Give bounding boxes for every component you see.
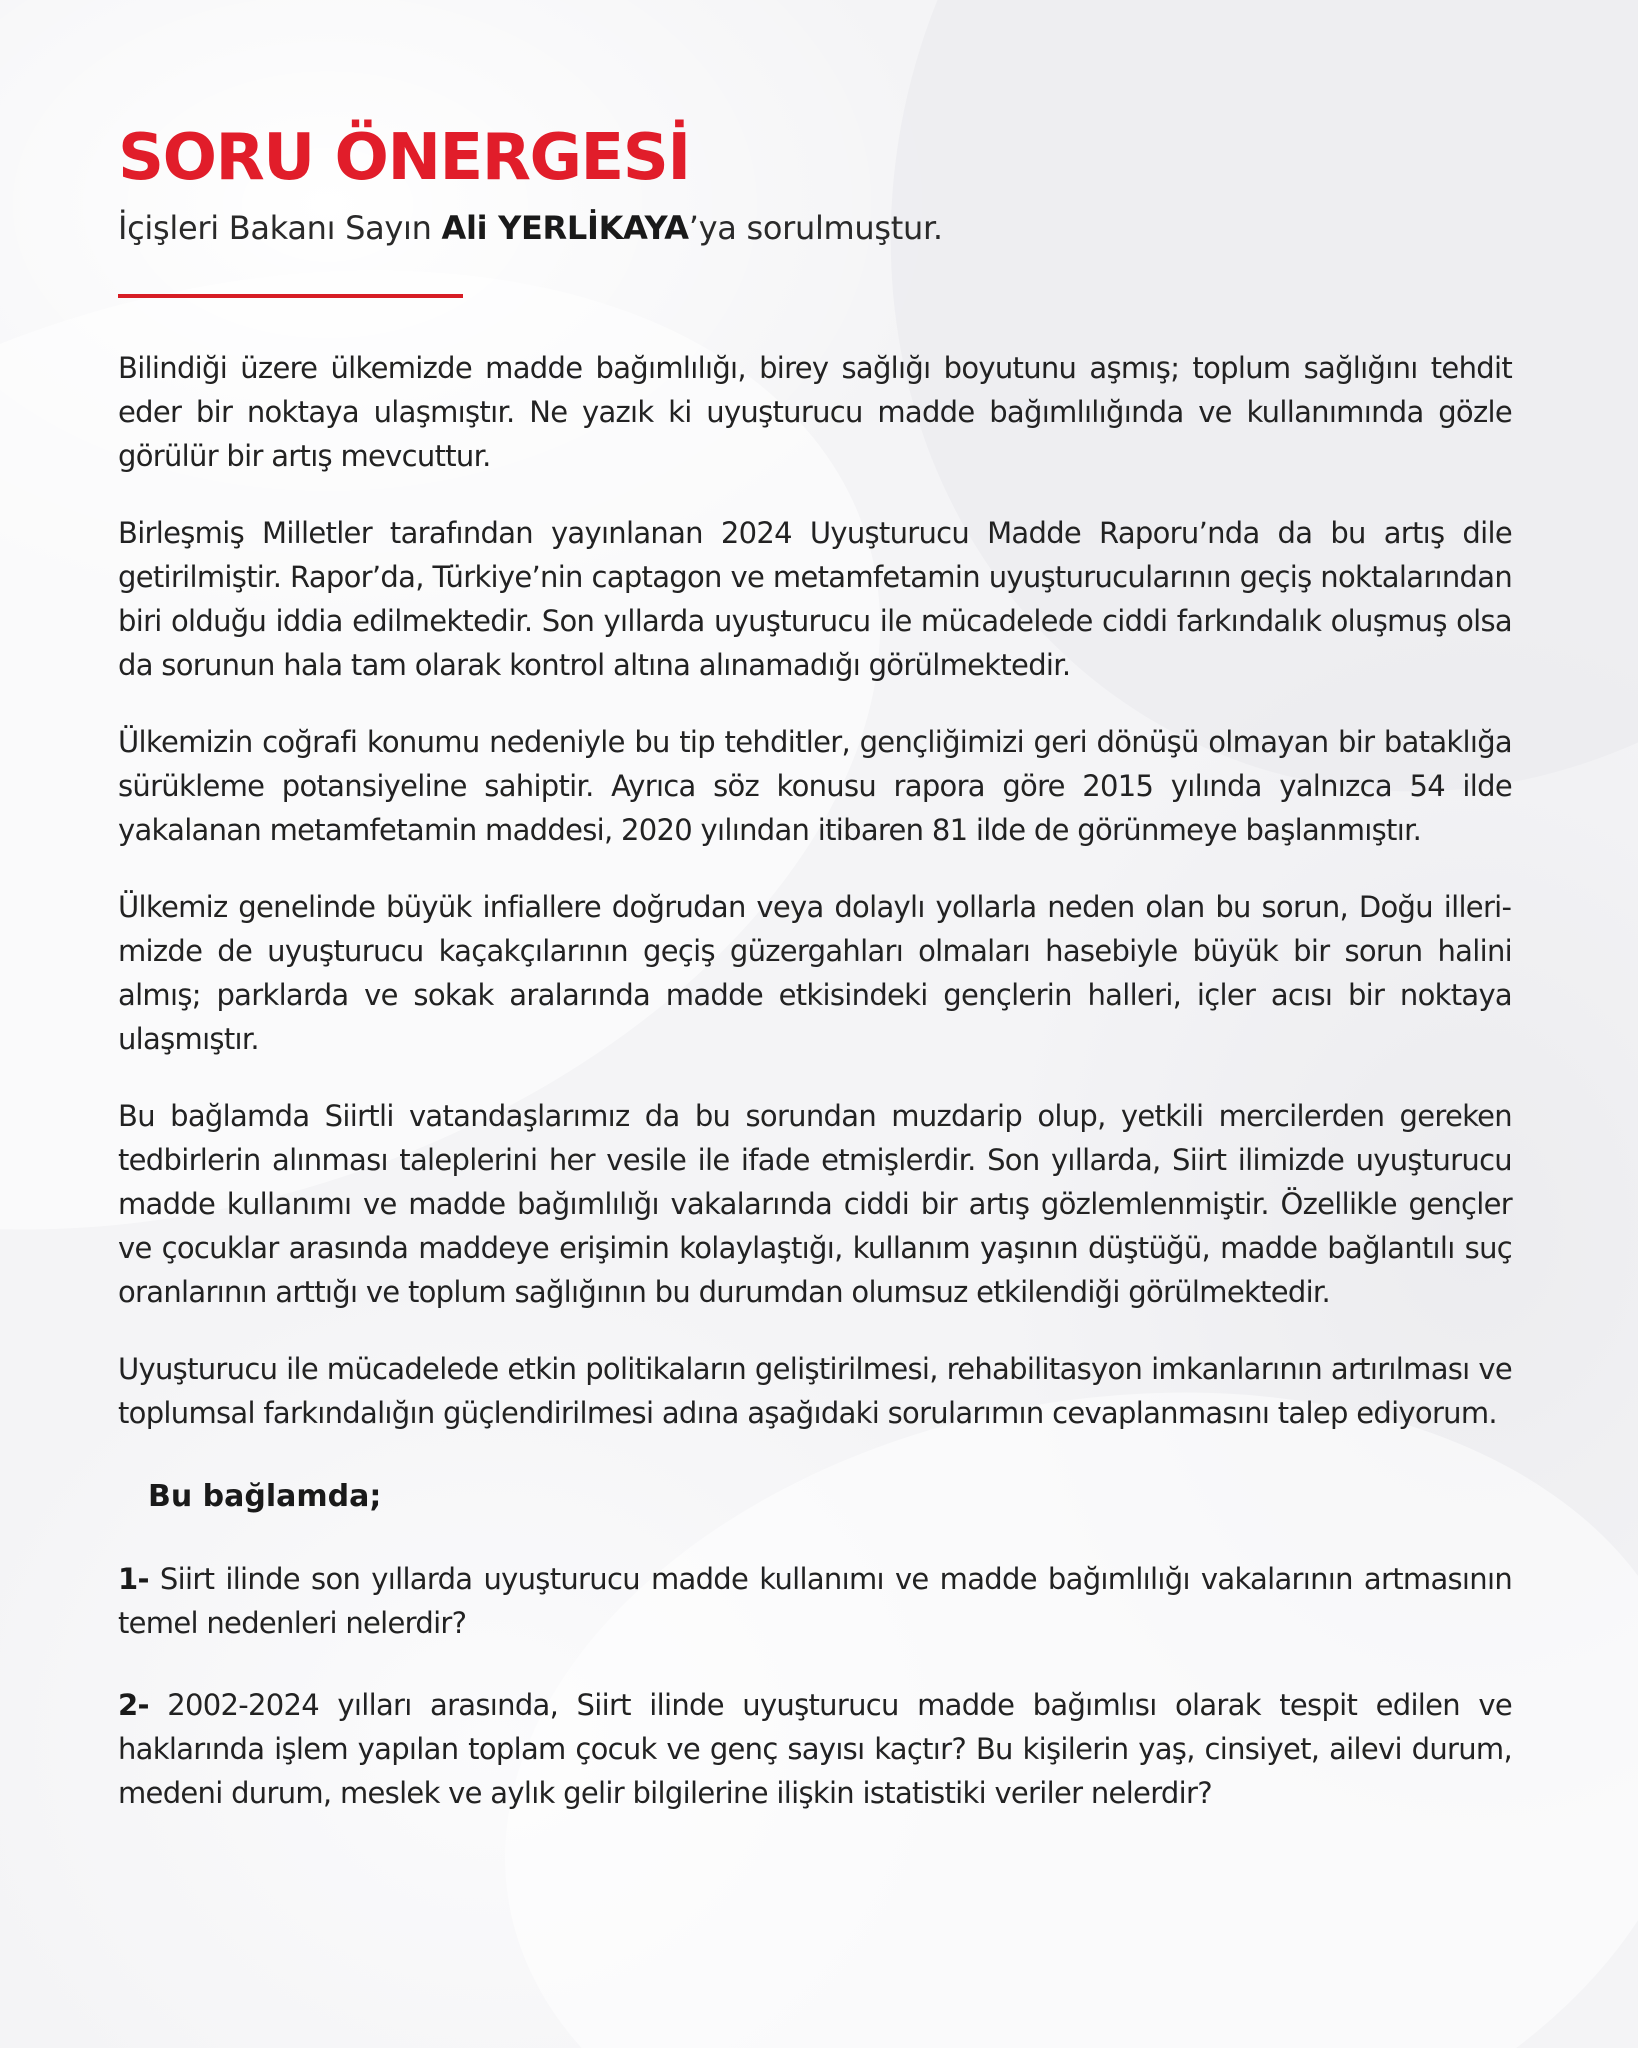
addressee-suffix: ’ya sorulmuştur.: [688, 209, 943, 247]
body-paragraph: Bu bağlamda Siirtli vatandaşlarımız da bu sorundan muzdarip olup, yetkili mercilerden gereken tedbirlerin alınması taleplerini her vesile ile ifade etmişlerdir. Son yıllarda, Siirt ilimizde uyuşturucu madde kullanımı ve madde bağımlılığı vakalarında ciddi bir artış gözlemlenmiştir. Özellikle gençler ve çocuklar arasında maddeye erişimin kolaylaştığı, kullanım yaşının düştüğü, madde bağlantılı suç oranlarının arttığı ve toplum sağlığının bu durumdan olumsuz etkilendiği görülmektedir.: [118, 1099, 1512, 1309]
question-item: [118, 1557, 1512, 1645]
questions-heading: Bu bağlamda;: [148, 1479, 382, 1514]
title-divider: [118, 294, 463, 298]
body-paragraph: Bilindiği üzere ülkemizde madde bağımlılığı, birey sağlığı boyutunu aşmış; toplum sağlığını tehdit eder bir noktaya ulaşmıştır. Ne yazık ki uyuşturucu madde bağımlılığında ve kullanımında gözle görülür bir artış mevcuttur.: [118, 351, 1512, 473]
addressee-prefix: İçişleri Bakanı Sayın: [118, 209, 442, 247]
document-content: [118, 122, 1512, 1815]
document-title: SORU ÖNERGESİ: [118, 121, 690, 195]
body-paragraph: Uyuşturucu ile mücadelede etkin politikaların geliştirilmesi, rehabilitasyon imkanlarının artırılması ve toplumsal farkındalığın güçlendirilmesi adına aşağıdaki sorularımın cevaplanmasını talep ediyorum.: [118, 1352, 1512, 1430]
question-number: 1-: [118, 1562, 149, 1596]
body-paragraph: Ülkemiz genelinde büyük infiallere doğrudan veya dolaylı yollarla neden olan bu sorun, Doğu illerimizde de uyuşturucu kaçakçılarının geçiş güzergahları olmaları hasebiyle büyük bir sorun halini almış; parklarda ve sokak aralarında madde etkisindeki gençlerin halleri, içler acısı bir noktaya ulaşmıştır.: [118, 890, 1512, 1056]
addressee-line: [118, 206, 1512, 250]
question-text: Siirt ilinde son yıllarda uyuşturucu madde kullanımı ve madde bağımlılığı vakalarının artmasının temel nedenleri nelerdir?: [118, 1562, 1512, 1640]
question-number: 2-: [118, 1688, 149, 1722]
question-text: 2002-2024 yılları arasında, Siirt ilinde uyuşturucu madde bağımlısı olarak tespit edilen ve haklarında işlem yapılan toplam çocuk ve genç sayısı kaçtır? Bu kişilerin yaş, cinsiyet, ailevi durum, medeni durum, meslek ve aylık gelir bilgilerine ilişkin istatistiki veriler nelerdir?: [118, 1688, 1512, 1810]
minister-name: Ali YERLİKAYA: [441, 209, 689, 247]
question-item: [118, 1683, 1512, 1815]
body-paragraph: Ülkemizin coğrafi konumu nedeniyle bu tip tehditler, gençliğimizi geri dönüşü olmayan bir bataklığa sürükleme potansiyeline sahiptir. Ayrıca söz konusu rapora göre 2015 yılında yalnızca 54 ilde yakalanan metamfetamin maddesi, 2020 yılından itibaren 81 ilde de görünmeye başlanmıştır.: [118, 725, 1512, 847]
body-paragraph: Birleşmiş Milletler tarafından yayınlanan 2024 Uyuşturucu Madde Raporu’nda da bu artış dile getirilmiştir. Rapor’da, Türkiye’nin captagon ve metamfetamin uyuşturucularının geçiş noktalarından biri olduğu iddia edilmektedir. Son yıllarda uyuşturucu ile mücadelede ciddi farkındalık oluşmuş olsa da sorunun hala tam olarak kontrol altına alınamadığı görülmektedir.: [118, 516, 1512, 682]
